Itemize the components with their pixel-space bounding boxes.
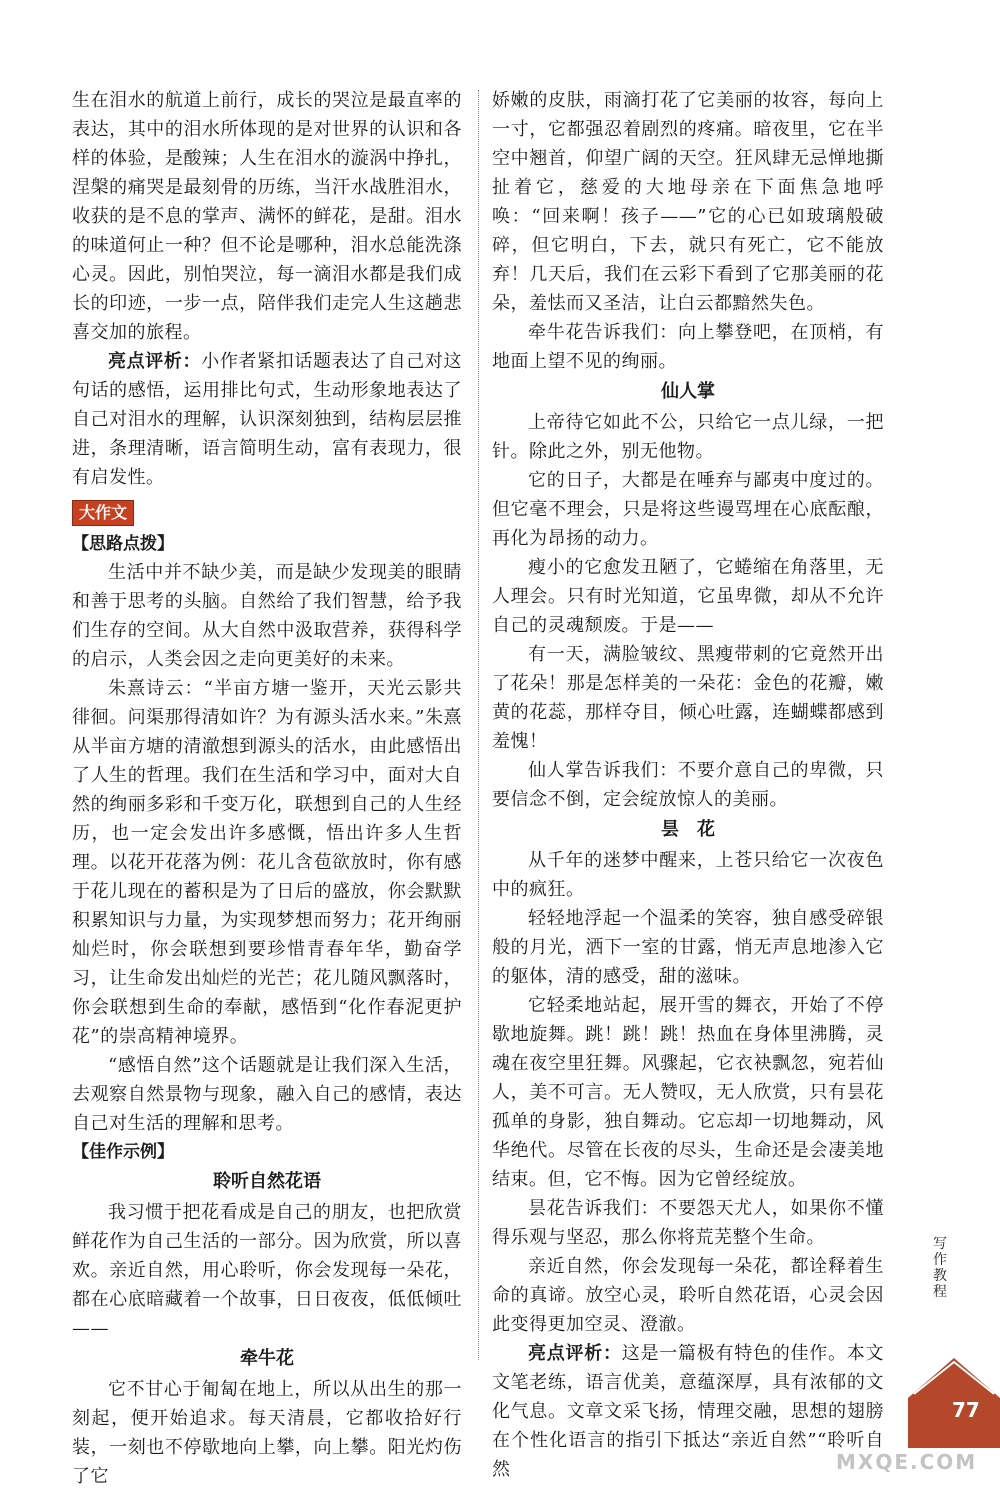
section-heading: 【佳作示例】 (72, 1142, 174, 1162)
watermark: MXQE.COM (836, 1450, 978, 1474)
page-number: 77 (952, 1398, 980, 1422)
paragraph: 上帝待它如此不公，只给它一点儿绿，一把针。除此之外，别无他物。 (492, 412, 884, 462)
subheading: 昙 花 (661, 819, 715, 840)
column-divider (478, 90, 479, 1360)
review-text: 这是一篇极有特色的佳作。本文文笔老练，语言优美，意蕴深厚，具有浓郁的文化气息。文章文采飞扬，情理交融，思想的翅膀在个性化语言的指引下抵达“亲近自然”“聆听自然 (492, 1343, 884, 1480)
paragraph: 生在泪水的航道上前行，成长的哭泣是最直率的表达，其中的泪水所体现的是对世界的认识和各样的体验，是酸辣；人生在泪水的漩涡中挣扎，涅槃的痛哭是最刻骨的历练，当汗水战胜泪水，收获的是不息的掌声、满怀的鲜花，是甜。泪水的味道何止一种？但不论是哪种，泪水总能洗涤心灵。因此，别怕哭泣，每一滴泪水都是我们成长的印迹，一步一点，陪伴我们走完人生这趟悲喜交加的旅程。 (72, 90, 462, 343)
paragraph: 轻轻地浮起一个温柔的笑容，独自感受碎银般的月光，洒下一室的甘露，悄无声息地渗入它的躯体，清的感受，甜的滋味。 (492, 908, 884, 987)
subheading: 仙人掌 (661, 381, 715, 402)
section-banner: 大作文 (72, 500, 134, 526)
review-paragraph (492, 1339, 884, 1484)
review-text: 小作者紧扣话题表达了自己对这句话的感悟，运用排比句式，生动形象地表达了自己对泪水的理解，认识深刻独到，结构层层推进，条理清晰，语言简明生动，富有表现力，很有启发性。 (72, 351, 463, 488)
review-label: 亮点评析： (108, 351, 202, 372)
paragraph: 亲近自然，你会发现每一朵花，都诠释着生命的真谛。放空心灵，聆听自然花语，心灵会因此变得更加空灵、澄澈。 (492, 1256, 884, 1335)
section-heading: 【思路点拨】 (72, 534, 174, 554)
paragraph: 牵牛花告诉我们：向上攀登吧，在顶梢，有地面上望不见的绚丽。 (492, 322, 884, 372)
paragraph: 昙花告诉我们：不要怨天尤人，如果你不懂得乐观与坚忍，那么你将荒芜整个生命。 (492, 1198, 884, 1248)
left-column (72, 86, 462, 1491)
review-label: 亮点评析： (528, 1343, 622, 1364)
paragraph: 我习惯于把花看成是自己的朋友，也把欣赏鲜花作为自己生活的一部分。因为欣赏，所以喜欢。亲近自然，用心聆听，你会发现每一朵花，都在心底暗藏着一个故事，日日夜夜，低低倾吐—— (72, 1202, 462, 1339)
paragraph: 仙人掌告诉我们：不要介意自己的卑微，只要信念不倒，定会绽放惊人的美丽。 (492, 760, 884, 810)
essay-title: 聆听自然花语 (213, 1171, 321, 1192)
paragraph: “感悟自然”这个话题就是让我们深入生活，去观察自然景物与现象，融入自己的感情，表达自己对生活的理解和思考。 (72, 1055, 462, 1134)
paragraph: 它的日子，大都是在唾弃与鄙夷中度过的。但它毫不理会，只是将这些谩骂埋在心底酝酿，再化为昂扬的动力。 (492, 470, 884, 549)
review-paragraph (72, 347, 462, 492)
paragraph: 它轻柔地站起，展开雪的舞衣，开始了不停歇地旋舞。跳！跳！跳！热血在身体里沸腾，灵魂在夜空里狂舞。风骤起，它衣袂飘忽，宛若仙人，美不可言。无人赞叹，无人欣赏，只有昙花孤单的身影，独自舞动。它忘却一切地舞动，风华绝代。尽管在长夜的尽头，生命还是会凄美地结束。但，它不悔。因为它曾经绽放。 (492, 995, 884, 1190)
paragraph: 瘦小的它愈发丑陋了，它蜷缩在角落里，无人理会。只有时光知道，它虽卑微，却从不允许自己的灵魂颓废。于是—— (492, 557, 884, 636)
paragraph: 生活中并不缺少美，而是缺少发现美的眼睛和善于思考的头脑。自然给了我们智慧，给予我们生存的空间。从大自然中汲取营养，获得科学的启示，人类会因之走向更美好的未来。 (72, 562, 462, 670)
paragraph: 有一天，满脸皱纹、黑瘦带刺的它竟然开出了花朵！那是怎样美的一朵花：金色的花瓣，嫩黄的花蕊，那样夺目，倾心吐露，连蝴蝶都感到羞愧！ (492, 644, 884, 752)
paragraph: 娇嫩的皮肤，雨滴打花了它美丽的妆容，每向上一寸，它都强忍着剧烈的疼痛。暗夜里，它在半空中翘首，仰望广阔的天空。狂风肆无忌惮地撕扯着它，慈爱的大地母亲在下面焦急地呼唤：“回来啊！孩子——”它的心已如玻璃般破碎，但它明白，下去，就只有死亡，它不能放弃！几天后，我们在云彩下看到了它那美丽的花朵，羞怯而又圣洁，让白云都黯然失色。 (492, 90, 884, 314)
subheading: 牵牛花 (240, 1348, 294, 1369)
paragraph: 它不甘心于匍匐在地上，所以从出生的那一刻起，便开始追求。每天清晨，它都收拾好行装，一刻也不停歇地向上攀，向上攀。阳光灼伤了它 (72, 1379, 462, 1487)
side-label: 写作教程 (933, 1236, 947, 1300)
right-column (492, 86, 884, 1484)
paragraph: 从千年的迷梦中醒来，上苍只给它一次夜色中的疯狂。 (492, 850, 884, 900)
paragraph: 朱熹诗云：“半亩方塘一鉴开，天光云影共徘徊。问渠那得清如许？为有源头活水来。”朱熹从半亩方塘的清澈想到源头的活水，由此感悟出了人生的哲理。我们在生活和学习中，面对大自然的绚丽多彩和千变万化，联想到自己的人生经历，也一定会发出许多感慨，悟出许多人生哲理。以花开花落为例：花儿含苞欲放时，你有感于花儿现在的蓄积是为了日后的盛放，你会默默积累知识与力量，为实现梦想而努力；花开绚丽灿烂时，你会联想到要珍惜青春年华，勤奋学习，让生命发出灿烂的光芒；花儿随风飘落时，你会联想到生命的奉献，感悟到“化作春泥更护花”的崇高精神境界。 (72, 678, 462, 1047)
